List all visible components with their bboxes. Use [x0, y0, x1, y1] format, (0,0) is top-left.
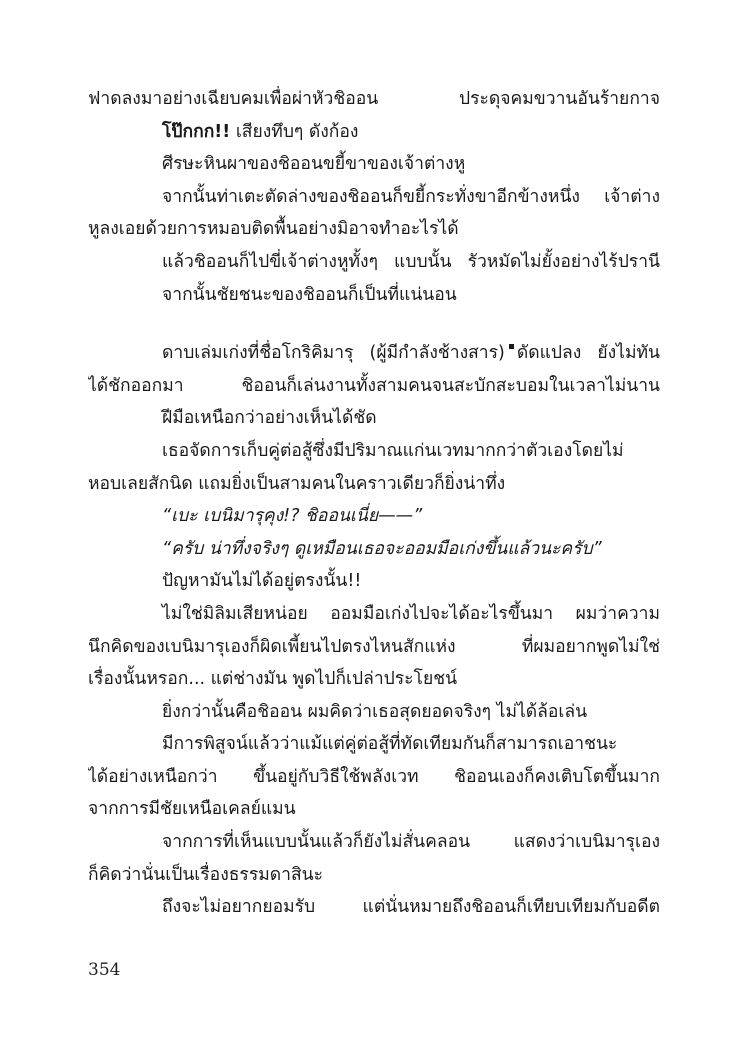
text-line: ฟาดลงมาอย่างเฉียบคมเพื่อผ่าหัวชิออน ประดุจคมขวานอันร้ายกาจ — [88, 89, 660, 109]
text-line: จากการมีชัยเหนือเคลย์แมน — [88, 799, 296, 820]
text-line: จากนั้นท่าเตะตัดล่างของชิออนก็ขยี้กระทั่งขาอีกข้างหนึ่ง เจ้าต่าง — [162, 186, 660, 207]
page-number: 354 — [88, 960, 121, 980]
text-line: นึกคิดของเบนิมารุเองก็ผิดเพี้ยนไปตรงไหนสักแห่ง ที่ผมอยากพูดไม่ใช่ — [88, 636, 660, 657]
text-line: เรื่องนั้นหรอก... แต่ช่างมัน พูดไปก็เปล่าประโยชน์ — [88, 669, 458, 690]
sound-effect: โป๊กกก!! — [162, 121, 231, 142]
text-line — [88, 337, 660, 370]
text-line: จากการที่เห็นแบบนั้นแล้วก็ยังไม่สั่นคลอน แสดงว่าเบนิมารุเอง — [162, 832, 660, 853]
text-line: ฝีมือเหนือกว่าอย่างเห็นได้ชัด — [162, 408, 377, 429]
text-line: มีการพิสูจน์แล้วว่าแม้แต่คู่ต่อสู้ที่ทัดเทียมกันก็สามารถเอาชนะ — [162, 734, 618, 755]
book-page-text — [88, 83, 660, 924]
paragraph-gap — [88, 311, 660, 337]
text-line: ได้อย่างเหนือกว่า ขึ้นอยู่กับวิธีใช้พลังเวท ชิออนเองก็คงเติบโตขึ้นมาก — [88, 766, 660, 787]
text-line: ไม่ใช่มิลิมเสียหน่อย ออมมือเก่งไปจะได้อะไรขึ้นมา ผมว่าความ — [162, 603, 660, 624]
text-line: หอบเลยสักนิด แถมยิ่งเป็นสามคนในคราวเดียวก็ยิ่งน่าทึ่ง — [88, 473, 506, 494]
text-line: ก็คิดว่านั่นเป็นเรื่องธรรมดาสินะ — [88, 864, 323, 885]
text-line: จากนั้นชัยชนะของชิออนก็เป็นที่แน่นอน — [162, 284, 457, 305]
text-line: ได้ชักออกมา ชิออนก็เล่นงานทั้งสามคนจนสะบักสะบอมในเวลาไม่นาน — [88, 375, 660, 396]
text-line: แล้วชิออนก็ไปขี่เจ้าต่างหูทั้งๆ แบบนั้น รัวหมัดไม่ยั้งอย่างไร้ปรานี — [162, 251, 660, 272]
text-line: ปัญหามันไม่ได้อยู่ตรงนั้น!! — [162, 571, 362, 592]
text-span: ดาบเล่มเก่งที่ชื่อโกริคิมารุ (ผู้มีกำลังช้างสาร) — [162, 343, 505, 364]
dialogue-line: “เบะ เบนิมารุคุง!? ชิออนเนี่ย——” — [162, 506, 423, 527]
text-line — [88, 116, 660, 149]
text-line: หูลงเอยด้วยการหมอบติดพื้นอย่างมิอาจทำอะไรได้ — [88, 219, 459, 240]
text-span: ดัดแปลง ยังไม่ทัน — [516, 343, 660, 364]
dialogue-line: “ครับ น่าทึ่งจริงๆ ดูเหมือนเธอจะออมมือเก่งขึ้นแล้วนะครับ” — [162, 538, 602, 559]
text-line: ศีรษะหินผาของชิออนขยี้ขาของเจ้าต่างหู — [162, 154, 466, 175]
text-span: เสียงทึบๆ ดังก้อง — [230, 121, 359, 142]
text-line: เธอจัดการเก็บคู่ต่อสู้ซึ่งมีปริมาณแก่นเวทมากกว่าตัวเองโดยไม่ — [162, 440, 624, 461]
text-line: ยิ่งกว่านั้นคือชิออน ผมคิดว่าเธอสุดยอดจริงๆ ไม่ได้ล้อเล่น — [162, 701, 588, 722]
footnote-marker-icon — [509, 344, 514, 349]
text-line: ถึงจะไม่อยากยอมรับ แต่นั่นหมายถึงชิออนก็เทียบเทียมกับอดีต — [162, 897, 660, 918]
